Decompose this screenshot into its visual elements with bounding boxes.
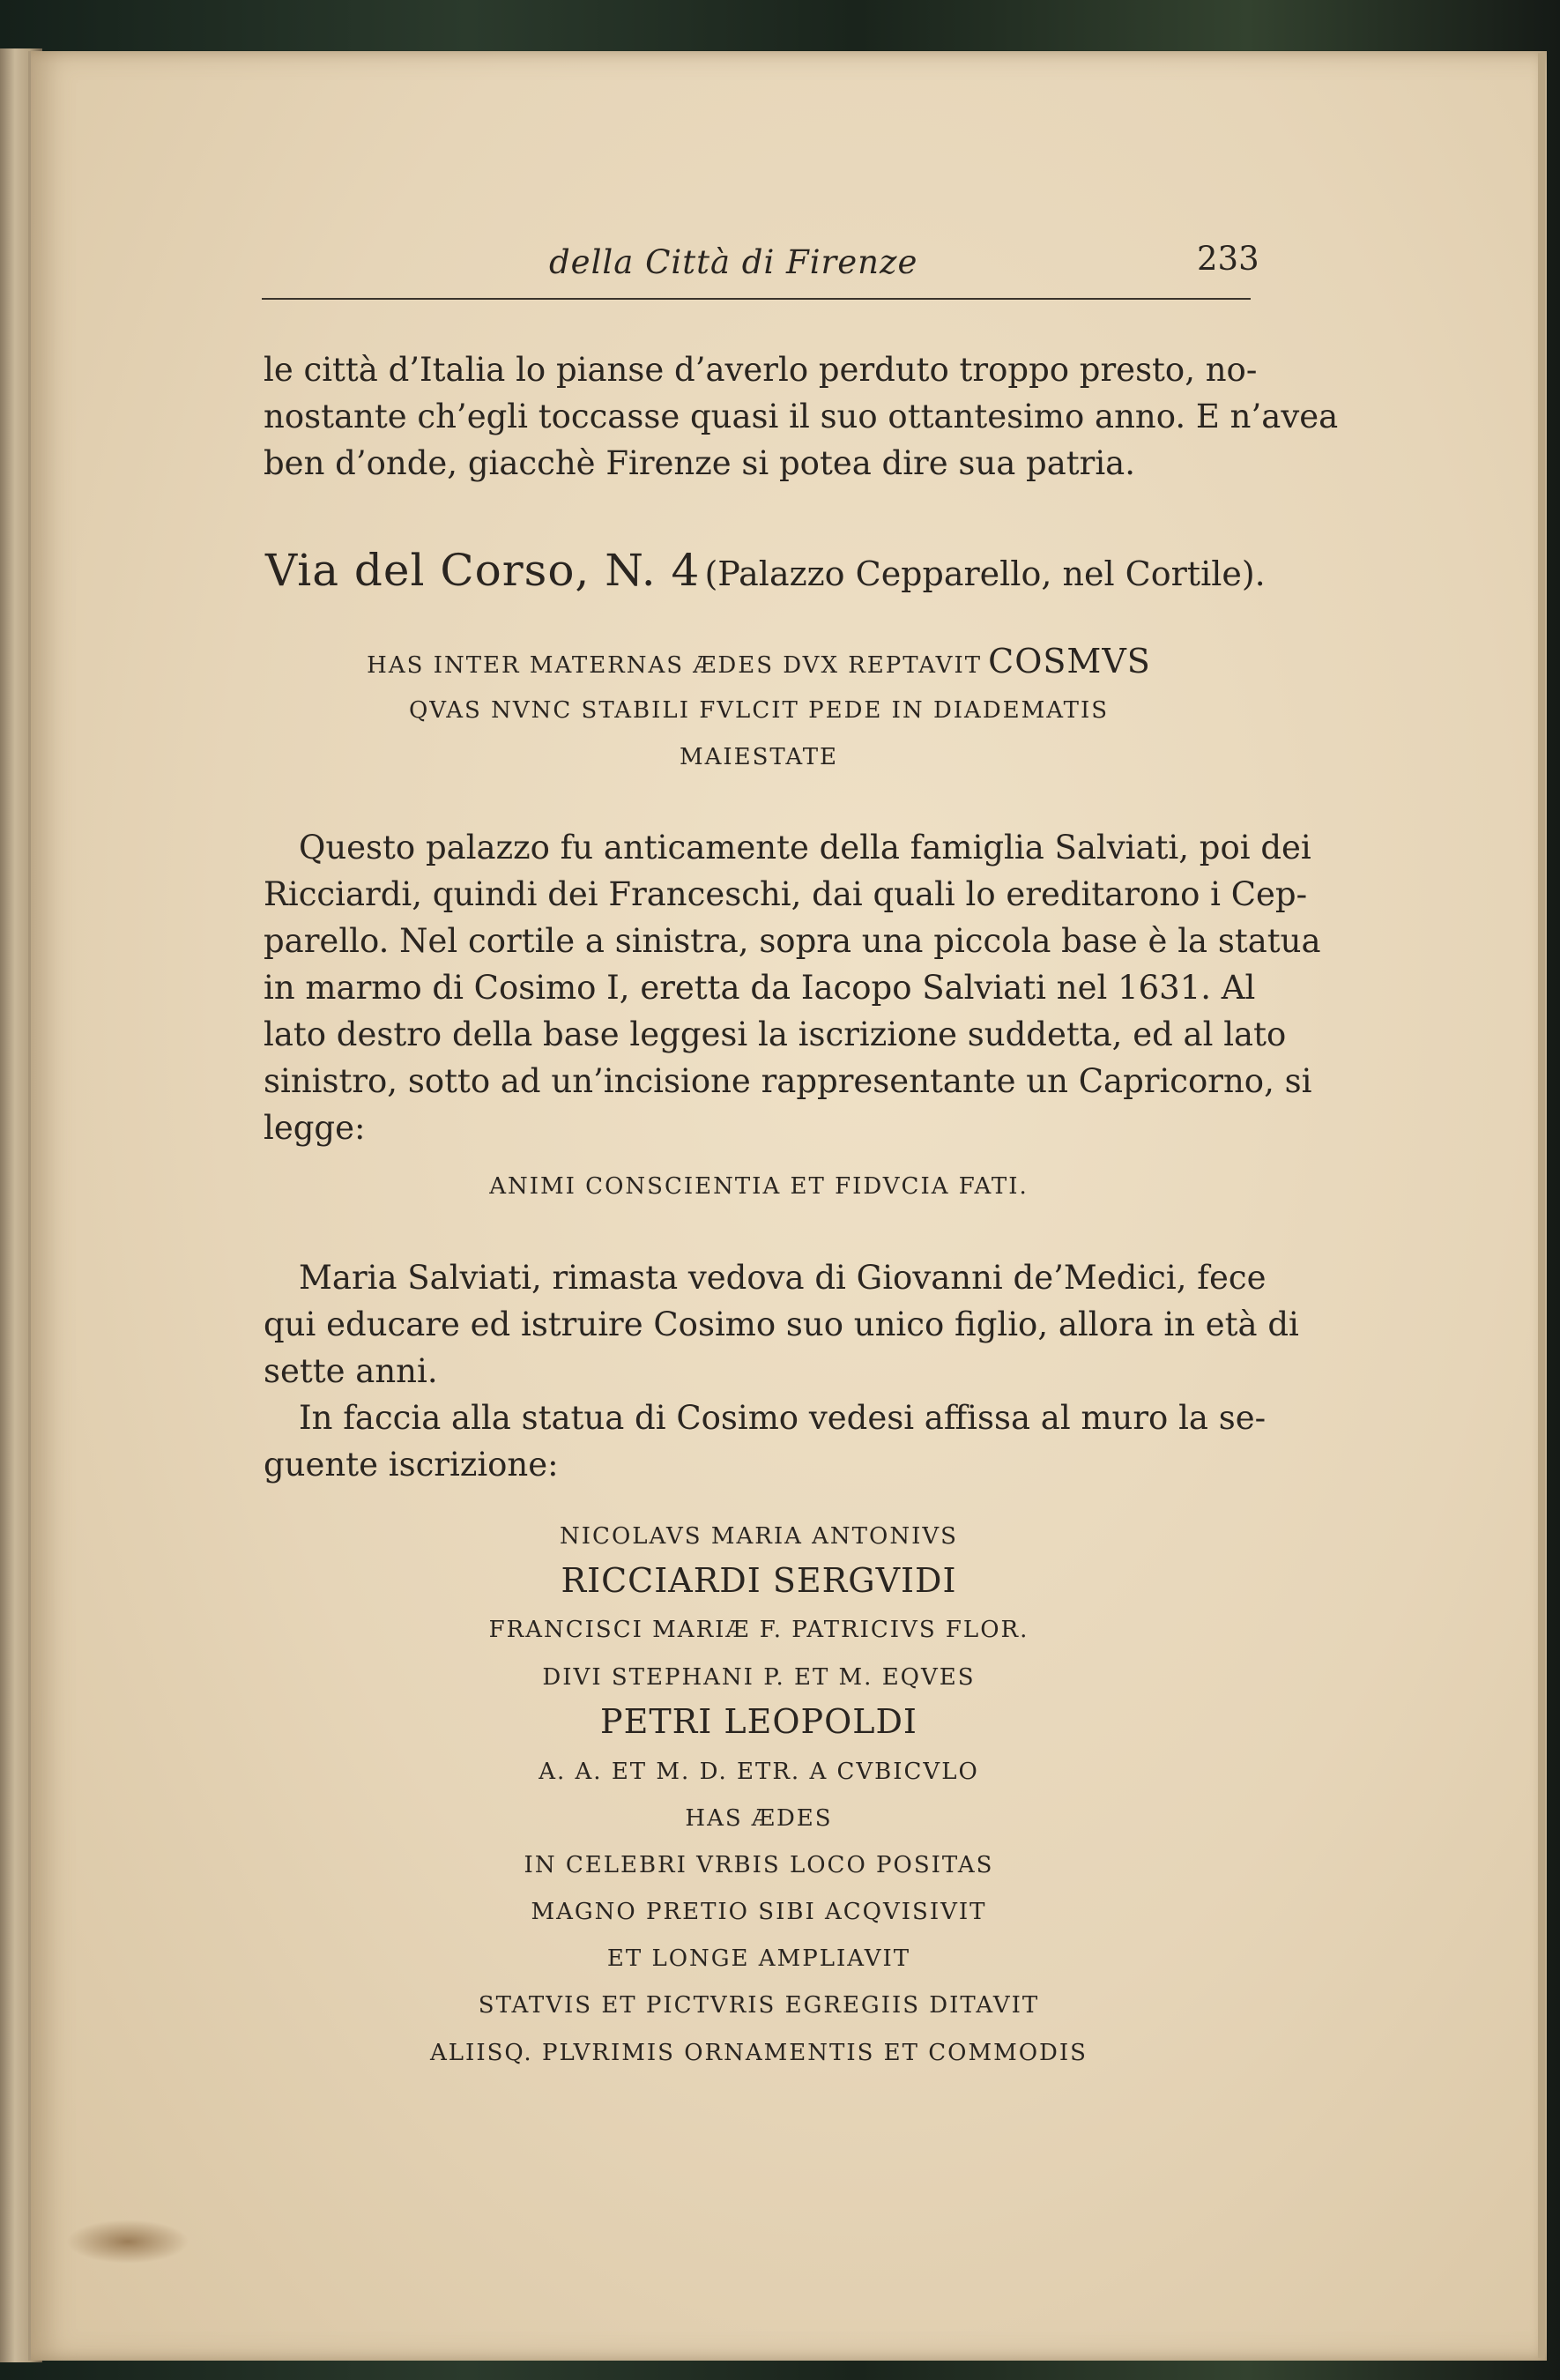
page-number: 233: [1197, 240, 1259, 278]
text-line: in marmo di Cosimo I, eretta da Iacopo Salviati nel 1631. Al: [264, 969, 1256, 1007]
running-head-title: della Città di Firenze: [549, 243, 918, 281]
inscription-2-line: PETRI LEOPOLDI: [600, 1702, 917, 1741]
inscription-2-line: HAS ÆDES: [685, 1805, 833, 1832]
inscription-2-line: ET LONGE AMPLIAVIT: [606, 1945, 911, 1972]
text-line: qui educare ed istruire Cosimo suo unico figlio, allora in età di: [264, 1305, 1299, 1343]
inscription-1-line: QVAS NVNC STABILI FVLCIT PEDE IN DIADEMATIS: [408, 697, 1110, 724]
section-heading-sub: (Palazzo Cepparello, nel Cortile).: [704, 554, 1266, 593]
text-line: le città d’Italia lo pianse d’averlo perduto troppo presto, no-: [264, 351, 1258, 389]
inscription-2-line: MAGNO PRETIO SIBI ACQVISIVIT: [531, 1899, 987, 1925]
text-line: nostante ch’egli toccasse quasi il suo ottantesimo anno. E n’avea: [264, 398, 1339, 435]
inscription-2-line: DIVI STEPHANI P. ET M. EQVES: [542, 1664, 976, 1691]
inscription-2-line: FRANCISCI MARIÆ F. PATRICIVS FLOR.: [488, 1617, 1029, 1643]
inscription-text: HAS INTER MATERNAS ÆDES DVX REPTAVIT: [367, 652, 983, 679]
inscription-1-line: MAIESTATE: [679, 744, 839, 770]
text-line: legge:: [264, 1109, 366, 1147]
text-line: lato destro della base leggesi la iscrizione suddetta, ed al lato: [264, 1015, 1287, 1053]
section-heading-main: Via del Corso, N. 4: [265, 545, 701, 596]
paragraph-4: [264, 1395, 1267, 1488]
inscription-2-line: ALIISQ. PLVRIMIS ORNAMENTIS ET COMMODIS: [430, 2040, 1088, 2066]
inscription-2-line: RICCIARDI SERGVIDI: [561, 1561, 957, 1600]
text-line: In faccia alla statua di Cosimo vedesi affissa al muro la se-: [299, 1399, 1267, 1437]
paragraph-3: [264, 1254, 1299, 1395]
inscription-2-line: A. A. ET M. D. ETR. A CVBICVLO: [539, 1759, 979, 1785]
text-line: ben d’onde, giacchè Firenze si potea dire sua patria.: [264, 444, 1135, 482]
section-heading: [265, 545, 1266, 596]
book-page: [28, 51, 1547, 2361]
text-line: sette anni.: [264, 1352, 438, 1390]
paragraph-2: [264, 824, 1321, 1151]
page-content: [31, 51, 1547, 2361]
inscription-2-line: IN CELEBRI VRBIS LOCO POSITAS: [524, 1852, 994, 1878]
text-line: Questo palazzo fu anticamente della famiglia Salviati, poi dei: [299, 829, 1311, 866]
page-edge: [1538, 53, 1545, 2358]
inscription-2-line: NICOLAVS MARIA ANTONIVS: [560, 1523, 958, 1550]
header-rule: [262, 298, 1251, 300]
motto: ANIMI CONSCIENTIA ET FIDVCIA FATI.: [489, 1173, 1029, 1200]
text-line: sinistro, sotto ad un’incisione rappresentante un Capricorno, si: [264, 1062, 1312, 1100]
inscription-text-large: COSMVS: [988, 642, 1151, 681]
text-line: parello. Nel cortile a sinistra, sopra una piccola base è la statua: [264, 922, 1321, 960]
paragraph-1: [264, 346, 1339, 487]
paper-stain: [66, 2220, 189, 2264]
text-line: guente iscrizione:: [264, 1446, 559, 1484]
inscription-1-line: [264, 642, 1254, 681]
text-line: Ricciardi, quindi dei Franceschi, dai quali lo ereditarono i Cep-: [264, 875, 1308, 913]
text-line: Maria Salviati, rimasta vedova di Giovanni de’Medici, fece: [299, 1259, 1267, 1297]
inscription-2-line: STATVIS ET PICTVRIS EGREGIIS DITAVIT: [478, 1992, 1040, 2019]
